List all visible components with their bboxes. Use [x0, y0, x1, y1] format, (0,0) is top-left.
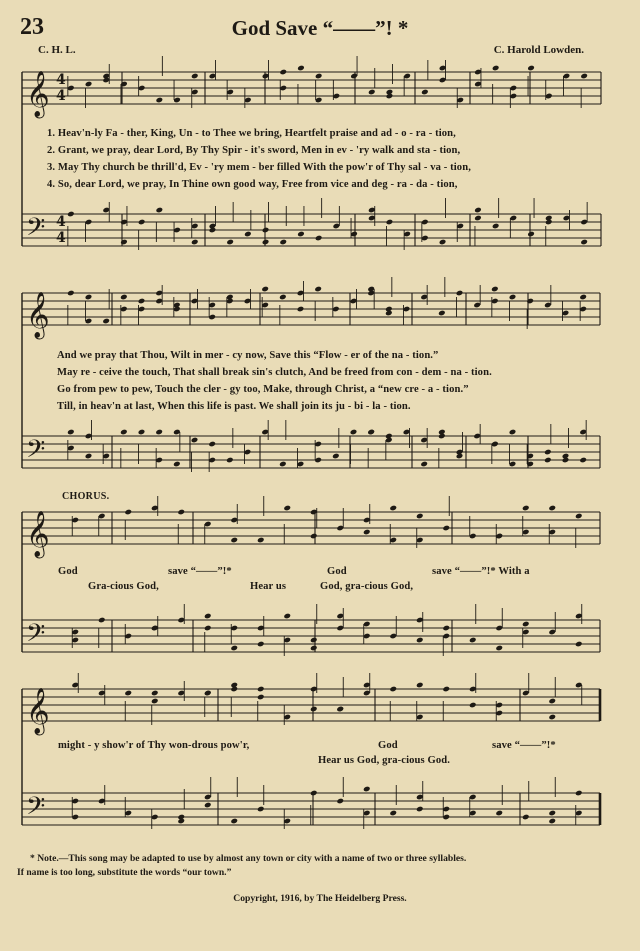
bass-clef: 𝄢 [26, 619, 46, 654]
bass-note [575, 641, 583, 648]
bass-note [310, 637, 318, 644]
copyright: Copyright, 1916, by The Heidelberg Press. [233, 893, 407, 904]
bass-note [438, 433, 446, 440]
bass-note [575, 790, 583, 797]
bass-note [204, 802, 212, 809]
bass-note [350, 429, 358, 436]
treble-note [363, 529, 371, 536]
treble-note [279, 69, 287, 76]
treble-note [386, 89, 394, 96]
bass-note [226, 457, 234, 464]
bass-note [67, 429, 75, 436]
bass-clef: 𝄢 [26, 435, 46, 470]
bass-note [262, 227, 270, 234]
treble-note [297, 306, 305, 313]
chorus-r2-melody-3: save “——”!* [492, 740, 556, 751]
bass-note [442, 625, 450, 632]
hymn-title: God Save “——”! * [231, 16, 409, 40]
treble-note [421, 89, 429, 96]
treble-note [442, 686, 450, 693]
treble-note [548, 714, 556, 721]
treble-note [522, 505, 530, 512]
bass-note [279, 239, 287, 246]
chorus-r2-response-1: Hear us God, gra-cious God. [318, 755, 450, 766]
bass-note [363, 786, 371, 793]
bass-note [579, 457, 587, 464]
bass-note [509, 429, 517, 436]
bass-note [191, 239, 199, 246]
treble-note [283, 505, 291, 512]
chorus-r1-response-2: Hear us [250, 581, 287, 592]
bass-note [204, 625, 212, 632]
bass-note [120, 429, 128, 436]
bass-note [474, 207, 482, 214]
treble-note [491, 286, 499, 293]
treble-note [548, 698, 556, 705]
verse-1-line-1: 1. Heav'n-ly Fa - ther, King, Un - to Thee we bring, Heartfelt praise and ad - o - ra - tion, [47, 128, 456, 139]
treble-note [297, 65, 305, 72]
verse-4-line-2: Till, in heav'n at last, When this life is past. We shall join its ju - bi - la - tion. [57, 401, 411, 412]
treble-note [124, 690, 132, 697]
treble-note [469, 702, 477, 709]
verse-3-line-2: Go from pew to pew, Touch the cler - gy too, Make, through Christ, a “new cre - a - tion.” [57, 384, 469, 395]
bass-note [297, 231, 305, 238]
treble-note [67, 290, 75, 297]
treble-clef: 𝄞 [26, 511, 50, 557]
footnote-line-1: * Note.—This song may be adapted to use by almost any town or city with a name of two or three syllables. [30, 853, 467, 864]
verse-4-line-1: 4. So, dear Lord, we pray, In Thine own good way, Free from vice and deg - ra - da - tion, [47, 179, 458, 190]
treble-note [336, 706, 344, 713]
bass-note [120, 239, 128, 246]
treble-note [257, 686, 265, 693]
bass-note [580, 239, 588, 246]
time-signature: 4 [56, 214, 66, 230]
bass-note [420, 461, 428, 468]
chorus-r2-melody-2: God [378, 740, 398, 751]
treble-note [279, 294, 287, 301]
treble-note [230, 537, 238, 544]
bass-note [495, 645, 503, 652]
bass-note [416, 806, 424, 813]
bass-note [492, 223, 500, 230]
verse-1-line-2: And we pray that Thou, Wilt in mer - cy now, Save this “Flow - er of the na - tion.” [57, 350, 439, 361]
treble-note [315, 73, 323, 80]
bass-note [244, 231, 252, 238]
treble-note [527, 65, 535, 72]
treble-note [416, 682, 424, 689]
bass-note [208, 441, 216, 448]
treble-clef: 𝄞 [26, 71, 50, 117]
bass-note [562, 457, 570, 464]
bass-note [85, 453, 93, 460]
words-credit: C. H. L. [38, 44, 76, 56]
chorus-r1-melody-4: save “——”!* With a [432, 566, 530, 577]
treble-note [314, 286, 322, 293]
bass-note [544, 457, 552, 464]
treble-note [310, 706, 318, 713]
chorus-r1-melody-1: God [58, 566, 78, 577]
bass-note [138, 219, 146, 226]
bass-note [386, 219, 394, 226]
treble-note [257, 694, 265, 701]
bass-note [138, 429, 146, 436]
treble-note [85, 81, 93, 88]
treble-note [492, 65, 500, 72]
bass-note [527, 231, 535, 238]
treble-note [509, 294, 517, 301]
bass-note [495, 810, 503, 817]
bass-note [257, 641, 265, 648]
bass-note [439, 239, 447, 246]
treble-note [389, 686, 397, 693]
treble-note [438, 310, 446, 317]
bass-note [98, 617, 106, 624]
chorus-r1-melody-3: God [327, 566, 347, 577]
bass-note [474, 215, 482, 222]
bass-note [548, 810, 556, 817]
chorus-r1-response-3: God, gra-cious God, [320, 581, 414, 592]
treble-note [261, 286, 269, 293]
bass-note [230, 645, 238, 652]
bass-note [336, 798, 344, 805]
treble-note [204, 690, 212, 697]
treble-note [548, 505, 556, 512]
chorus-r2-melody-1: might - y show'r of Thy won-drous pow'r, [58, 740, 250, 751]
bass-note [257, 806, 265, 813]
treble-note [389, 505, 397, 512]
bass-note [226, 239, 234, 246]
time-signature: 4 [56, 88, 66, 104]
hymn-number: 23 [20, 14, 44, 40]
chorus-r1-melody-2: save “——”!* [168, 566, 232, 577]
bass-note [310, 790, 318, 797]
treble-note [124, 509, 132, 516]
bass-note [155, 429, 163, 436]
footnote-line-2: If name is too long, substitute the words “our town.” [17, 867, 232, 878]
treble-clef: 𝄞 [26, 688, 50, 734]
bass-note [230, 818, 238, 825]
treble-note [579, 294, 587, 301]
treble-note [442, 525, 450, 532]
bass-note [177, 814, 185, 821]
treble-note [191, 73, 199, 80]
time-signature: 4 [56, 230, 66, 246]
treble-note [85, 294, 93, 301]
bass-note [367, 429, 375, 436]
verse-2-line-1: 2. Grant, we pray, dear Lord, By Thy Spir - it's sword, Men in ev - 'ry walk and sta - tion, [47, 145, 461, 156]
bass-note [204, 613, 212, 620]
bass-note [283, 613, 291, 620]
bass-note [191, 437, 199, 444]
treble-note [385, 306, 393, 313]
treble-note [310, 533, 318, 540]
bass-note [173, 461, 181, 468]
bass-note [310, 645, 318, 652]
music-credit: C. Harold Lowden. [493, 44, 584, 56]
bass-note [67, 211, 75, 218]
bass-note [156, 207, 164, 214]
bass-note [389, 810, 397, 817]
bass-note [522, 814, 530, 821]
bass-note [315, 235, 323, 242]
bass-note [262, 239, 270, 246]
bass-note [416, 637, 424, 644]
treble-note [456, 290, 464, 297]
chorus-heading: CHORUS. [62, 491, 110, 502]
treble-note [120, 294, 128, 301]
bass-note [548, 818, 556, 825]
treble-note [257, 537, 265, 544]
treble-note [416, 513, 424, 520]
time-signature: 4 [56, 72, 66, 88]
treble-note [177, 509, 185, 516]
treble-note [138, 298, 146, 305]
treble-note [575, 513, 583, 520]
bass-note [544, 449, 552, 456]
bass-note [545, 219, 553, 226]
treble-note [368, 89, 376, 96]
treble-note [580, 73, 588, 80]
bass-note [279, 461, 287, 468]
verse-2-line-2: May re - ceive the touch, That shall break sin's clutch, And be freed from con - dem - na - tion. [57, 367, 492, 378]
bass-note [456, 453, 464, 460]
bass-clef: 𝄢 [26, 213, 46, 248]
chorus-r1-response-1: Gra-cious God, [88, 581, 159, 592]
treble-clef: 𝄞 [26, 292, 50, 338]
treble-note [151, 690, 159, 697]
bass-clef: 𝄢 [26, 792, 46, 827]
bass-note [332, 453, 340, 460]
treble-note [230, 682, 238, 689]
bass-note [522, 621, 530, 628]
treble-note [151, 698, 159, 705]
treble-note [156, 97, 164, 104]
bass-note [469, 637, 477, 644]
verse-3-line-1: 3. May Thy church be thrill'd, Ev - 'ry mem - ber filled With the pow'r of Thy sal - va - tion, [47, 162, 471, 173]
treble-note [102, 318, 110, 325]
